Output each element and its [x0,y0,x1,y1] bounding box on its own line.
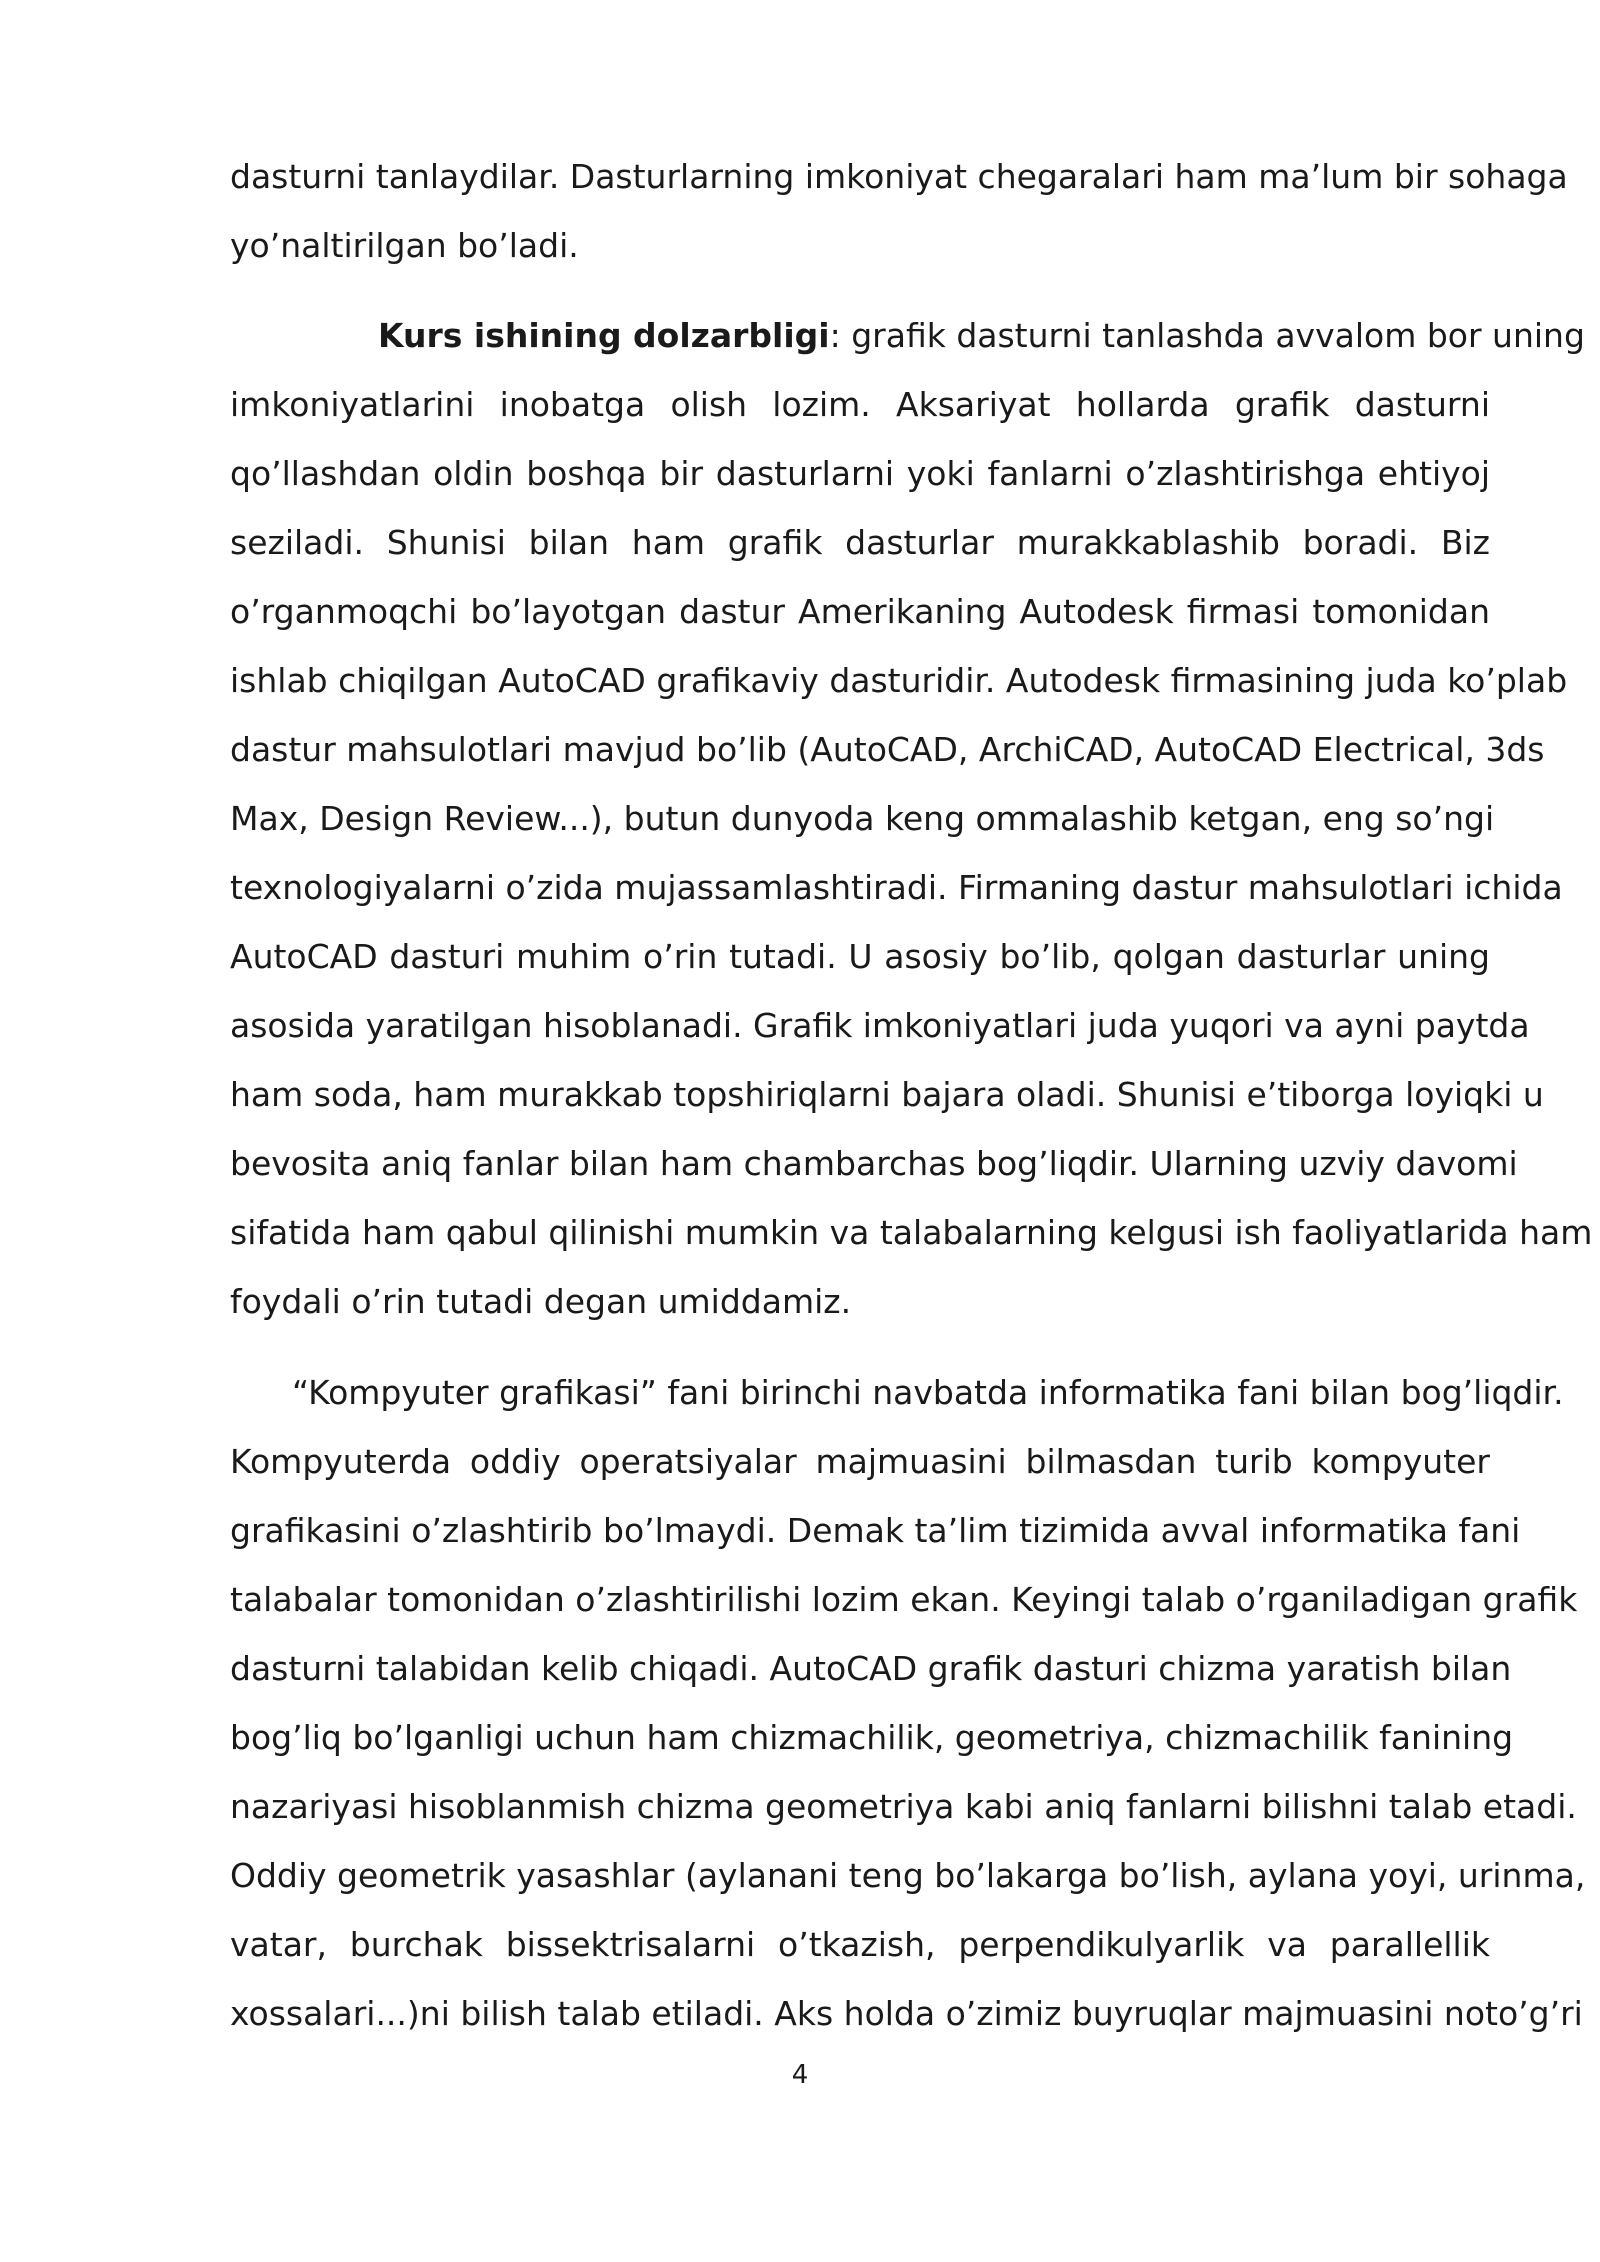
text-line: Kompyuterda oddiy operatsiyalar majmuasini bilmasdan turib kompyuter [230,1442,1490,1481]
text-line: bog’liq bo’lganligi uchun ham chizmachilik, geometriya, chizmachilik fanining [230,1718,1514,1757]
text-line: nazariyasi hisoblanmish chizma geometriya kabi aniq fanlarni bilishni talab etadi. [230,1787,1577,1826]
text-line: vatar, burchak bissektrisalarni o’tkazish, perpendikulyarlik va parallellik [230,1925,1490,1964]
paragraph-continuation [230,157,1568,295]
text-line [230,316,1585,385]
text-line: AutoCAD dasturi muhim o’rin tutadi. U asosiy bo’lib, qolgan dasturlar uning [230,937,1490,976]
text-line: ham soda, ham murakkab topshiriqlarni bajara oladi. Shunisi e’tiborga loyiqki u [230,1075,1544,1114]
paragraph-relevance [230,316,1593,1351]
section-heading: Kurs ishining dolzarbligi [378,316,830,355]
text-line: o’rganmoqchi bo’layotgan dastur Amerikaning Autodesk firmasi tomonidan [230,592,1490,631]
text-line: dasturni tanlaydilar. Dasturlarning imkoniyat chegaralari ham ma’lum bir sohaga [230,157,1568,196]
text-line: xossalari...)ni bilish talab etiladi. Aks holda o’zimiz buyruqlar majmuasini noto’g’ri [230,1994,1583,2033]
text-line: “Kompyuter grafikasi” fani birinchi navbatda informatika fani bilan bog’liqdir. [292,1373,1564,1412]
text-line: qo’llashdan oldin boshqa bir dasturlarni yoki fanlarni o’zlashtirishga ehtiyoj [230,454,1490,493]
text-line: texnologiyalarni o’zida mujassamlashtiradi. Firmaning dastur mahsulotlari ichida [230,868,1563,907]
text-line: foydali o’rin tutadi degan umiddamiz. [230,1282,852,1321]
page-number: 4 [791,2060,809,2090]
text-line: seziladi. Shunisi bilan ham grafik dasturlar murakkablashib boradi. Biz [230,523,1490,562]
text-line: bevosita aniq fanlar bilan ham chambarchas bog’liqdir. Ularning uzviy davomi [230,1144,1518,1183]
text-line: asosida yaratilgan hisoblanadi. Grafik imkoniyatlari juda yuqori va ayni paytda [230,1006,1530,1045]
text-line: dasturni talabidan kelib chiqadi. AutoCAD grafik dasturi chizma yaratish bilan [230,1649,1512,1688]
text-line: Max, Design Review...), butun dunyoda keng ommalashib ketgan, eng so’ngi [230,799,1495,838]
text-line: talabalar tomonidan o’zlashtirilishi lozim ekan. Keyingi talab o’rganiladigan grafik [230,1580,1578,1619]
text-line: Oddiy geometrik yasashlar (aylanani teng bo’lakarga bo’lish, aylana yoyi, urinma, [230,1856,1586,1895]
text-line: sifatida ham qabul qilinishi mumkin va talabalarning kelgusi ish faoliyatlarida ham [230,1213,1593,1252]
text-line: grafikasini o’zlashtirib bo’lmaydi. Demak ta’lim tizimida avval informatika fani [230,1511,1521,1550]
text-line: yo’naltirilgan bo’ladi. [230,226,579,265]
paragraph-computer-graphics [230,1373,1586,2063]
text-line: ishlab chiqilgan AutoCAD grafikaviy dasturidir. Autodesk firmasining juda ko’plab [230,661,1568,700]
text-fragment: : grafik dasturni tanlashda avvalom bor uning [829,316,1585,355]
text-line: dastur mahsulotlari mavjud bo’lib (AutoCAD, ArchiCAD, AutoCAD Electrical, 3ds [230,730,1545,769]
text-line: imkoniyatlarini inobatga olish lozim. Aksariyat hollarda grafik dasturni [230,385,1490,424]
